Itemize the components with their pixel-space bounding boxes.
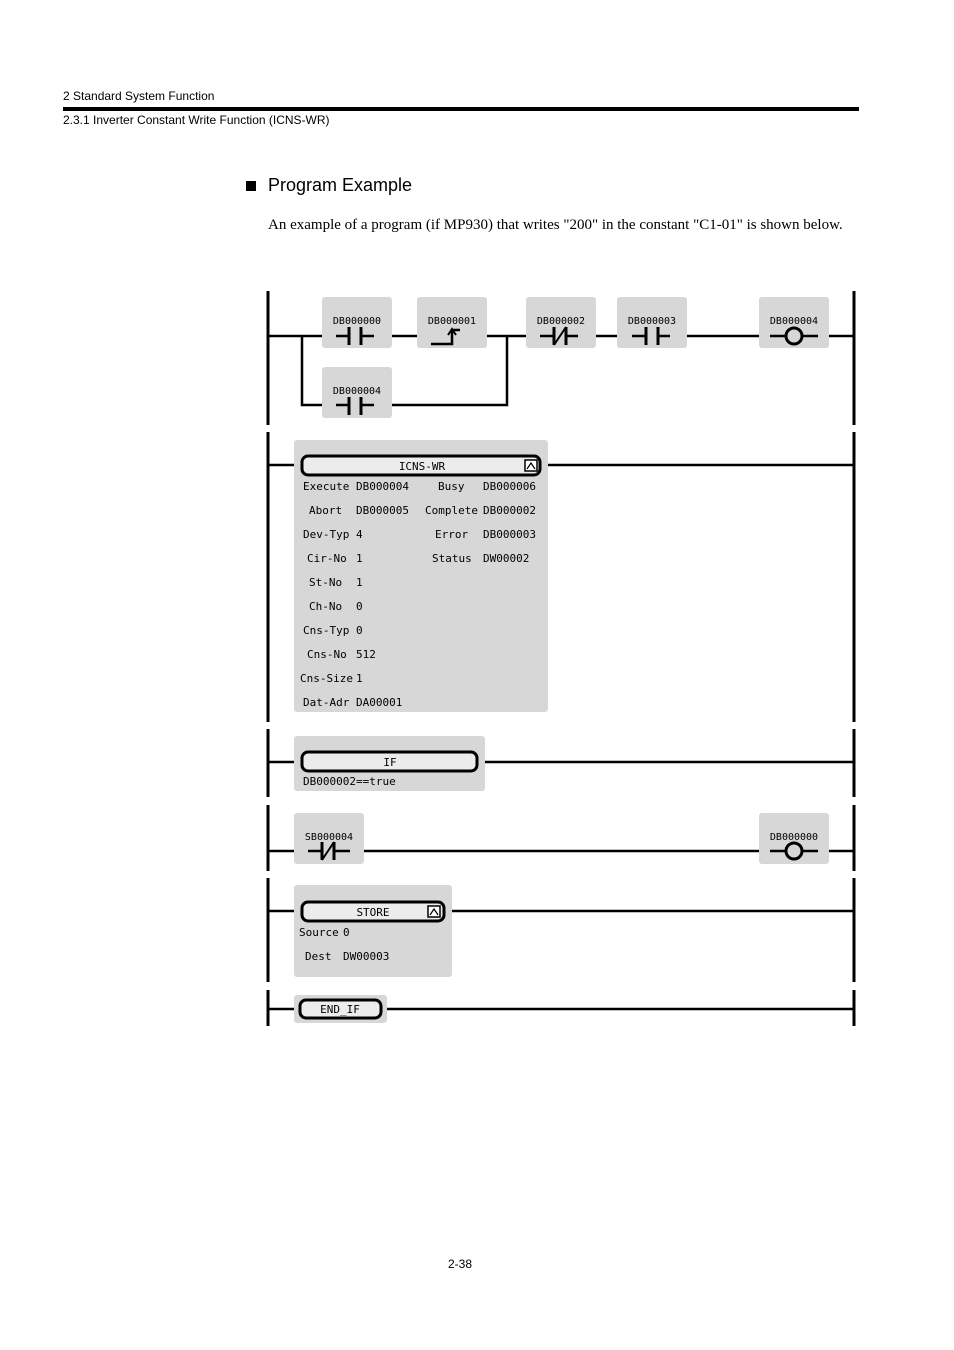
contact-db000000[interactable] bbox=[322, 297, 392, 348]
store-dest-value: DW00003 bbox=[343, 950, 390, 963]
icns-input-label: Ch-No bbox=[309, 600, 343, 613]
icns-input-label: Cir-No bbox=[307, 552, 347, 565]
store-dest-label: Dest bbox=[305, 950, 332, 963]
icns-output-label: Busy bbox=[438, 480, 465, 493]
coil-db000004[interactable] bbox=[759, 297, 829, 348]
icns-output-value: DW00002 bbox=[483, 552, 530, 565]
if-condition: DB000002==true bbox=[303, 775, 396, 788]
icns-input-value: 0 bbox=[356, 624, 363, 637]
icns-wr-block[interactable] bbox=[294, 440, 548, 712]
icns-input-value: DB000004 bbox=[356, 480, 409, 493]
icns-output-label: Error bbox=[435, 528, 469, 541]
contact-label: DB000001 bbox=[427, 316, 477, 327]
coil-label: DB000000 bbox=[769, 832, 819, 843]
end-if-label: END_IF bbox=[320, 1003, 360, 1016]
contact-label: DB000000 bbox=[332, 316, 382, 327]
expand-icon[interactable] bbox=[428, 906, 440, 917]
store-block[interactable] bbox=[294, 885, 452, 977]
contact-sb000004-nc[interactable] bbox=[294, 813, 364, 864]
icns-input-label: Abort bbox=[309, 504, 343, 517]
icns-input-value: 0 bbox=[356, 600, 363, 613]
icns-input-label: Cns-Size bbox=[300, 672, 353, 685]
expand-icon[interactable] bbox=[525, 460, 537, 471]
branch-contact-db000004[interactable] bbox=[322, 367, 392, 418]
contact-label: SB000004 bbox=[304, 832, 354, 843]
store-source-value: 0 bbox=[343, 926, 350, 939]
chapter-header: 2 Standard System Function bbox=[63, 89, 215, 103]
icns-input-label: Execute bbox=[303, 480, 350, 493]
icns-input-label: Cns-Typ bbox=[303, 624, 350, 637]
section-header: 2.3.1 Inverter Constant Write Function (ICNS-WR) bbox=[63, 113, 330, 127]
if-block[interactable] bbox=[294, 736, 485, 791]
contact-db000002-nc[interactable] bbox=[526, 297, 596, 348]
if-title: IF bbox=[383, 756, 397, 769]
icns-input-label: St-No bbox=[309, 576, 343, 589]
icns-input-label: Dat-Adr bbox=[303, 696, 350, 709]
icns-output-label: Complete bbox=[425, 504, 478, 517]
icns-input-value: DB000005 bbox=[356, 504, 409, 517]
intro-paragraph: An example of a program (if MP930) that writes "200" in the constant "C1-01" is shown below. bbox=[268, 217, 843, 233]
coil-label: DB000004 bbox=[769, 316, 819, 327]
icns-output-value: DB000002 bbox=[483, 504, 536, 517]
contact-label: DB000004 bbox=[332, 386, 382, 397]
icns-input-value: 512 bbox=[356, 648, 376, 661]
contact-label: DB000002 bbox=[536, 316, 586, 327]
icns-input-value: 1 bbox=[356, 576, 363, 589]
icns-input-value: 4 bbox=[356, 528, 363, 541]
section-title-text: Program Example bbox=[268, 175, 413, 195]
contact-label: DB000003 bbox=[627, 316, 677, 327]
icns-input-label: Cns-No bbox=[307, 648, 347, 661]
store-source-label: Source bbox=[299, 926, 339, 939]
icns-output-label: Status bbox=[432, 552, 472, 565]
icns-input-label: Dev-Typ bbox=[303, 528, 350, 541]
end-if-block[interactable] bbox=[294, 995, 387, 1023]
icns-input-value: DA00001 bbox=[356, 696, 403, 709]
icns-input-value: 1 bbox=[356, 552, 363, 565]
page-number: 2-38 bbox=[447, 1257, 473, 1271]
icns-title: ICNS-WR bbox=[398, 460, 446, 473]
contact-db000003[interactable] bbox=[617, 297, 687, 348]
coil-db000000[interactable] bbox=[759, 813, 829, 864]
icns-input-value: 1 bbox=[356, 672, 363, 685]
icns-output-value: DB000003 bbox=[483, 528, 536, 541]
contact-db000001-rising-edge[interactable] bbox=[417, 297, 487, 348]
icns-output-value: DB000006 bbox=[483, 480, 536, 493]
store-title: STORE bbox=[356, 906, 390, 919]
